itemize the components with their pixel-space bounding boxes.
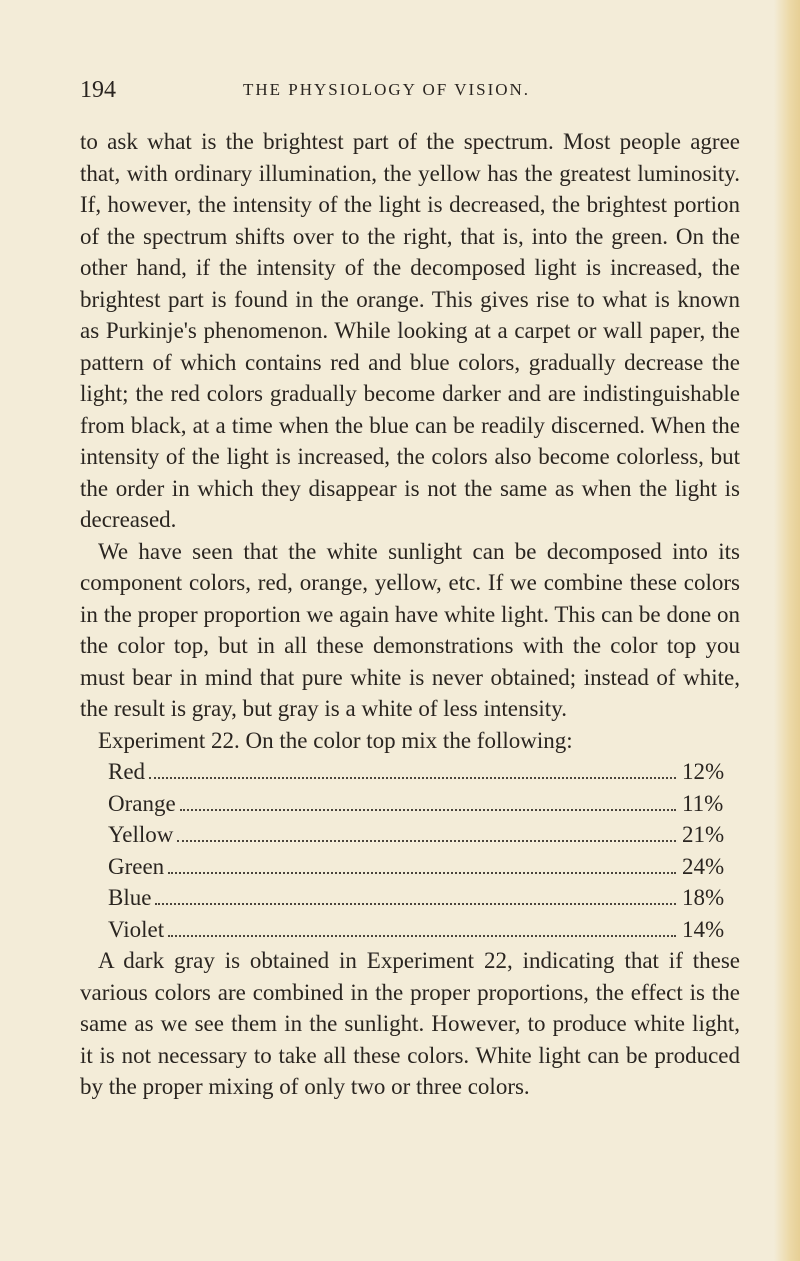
color-name: Violet bbox=[108, 916, 165, 942]
color-percent: 24% bbox=[682, 853, 725, 879]
color-percent: 21% bbox=[682, 822, 725, 847]
dot-leader bbox=[168, 935, 676, 937]
color-name: Red bbox=[108, 759, 146, 784]
paragraph-conclusion: A dark gray is obtained in Experiment 22, indicating that if these various colors are combined in the proper proportions, the effect is the same as we see them in the sunlight. However, to produce white light, it is not necessary to take all these colors. White light can be produced by the proper mixing of only two or three colors. bbox=[80, 948, 740, 1099]
color-name: Blue bbox=[108, 885, 152, 910]
paragraph-color-mixing: We have seen that the white sunlight can be decomposed into its component colors, red, orange, yellow, etc. If we combine these colors in the proper proportion we again have white light. This can be done on the color top, but in all these demonstrations with the color top you must bear in mind that pure white is never obtained; instead of white, the result is gray, but gray is a white of less intensity. bbox=[80, 538, 740, 721]
color-percent: 14% bbox=[682, 916, 725, 942]
table-row bbox=[108, 756, 734, 788]
page-edge bbox=[774, 0, 800, 1261]
dot-leader bbox=[177, 840, 676, 842]
running-title: THE PHYSIOLOGY OF VISION. bbox=[243, 80, 531, 99]
experiment-table bbox=[108, 756, 734, 945]
dot-leader bbox=[168, 872, 676, 874]
dot-leader bbox=[149, 777, 676, 779]
table-row bbox=[108, 819, 734, 851]
color-name: Orange bbox=[108, 790, 176, 816]
table-row bbox=[108, 788, 734, 820]
dot-leader bbox=[155, 903, 676, 905]
body-text bbox=[80, 126, 740, 1103]
table-row bbox=[108, 914, 734, 946]
color-name: Green bbox=[108, 853, 165, 879]
experiment-heading: Experiment 22. On the color top mix the following: bbox=[98, 727, 573, 753]
table-row bbox=[108, 882, 734, 914]
dot-leader bbox=[180, 809, 676, 811]
page-header bbox=[80, 76, 720, 106]
page-number: 194 bbox=[80, 77, 116, 103]
color-name: Yellow bbox=[108, 822, 174, 847]
table-row bbox=[108, 851, 734, 883]
color-percent: 18% bbox=[682, 885, 725, 910]
color-percent: 11% bbox=[682, 790, 724, 816]
color-percent: 12% bbox=[682, 759, 725, 784]
paragraph-purkinje: to ask what is the brightest part of the spectrum. Most people agree that, with ordinary illumination, the yellow has the greatest luminosity. If, however, the intensity of the light is decreased, the brightest portion of the spectrum shifts over to the right, that is, into the green. On the other hand, if the intensity of the decomposed light is increased, the brightest part is found in the orange. This gives rise to what is known as Purkinje's phenomenon. While looking at a carpet or wall paper, the pattern of which contains red and blue colors, gradually decrease the light; the red colors gradually become darker and are indistinguishable from black, at a time when the blue can be readily discerned. When the intensity of the light is increased, the colors also become colorless, but the order in which they disappear is not the same as when the light is decreased. bbox=[80, 129, 740, 532]
